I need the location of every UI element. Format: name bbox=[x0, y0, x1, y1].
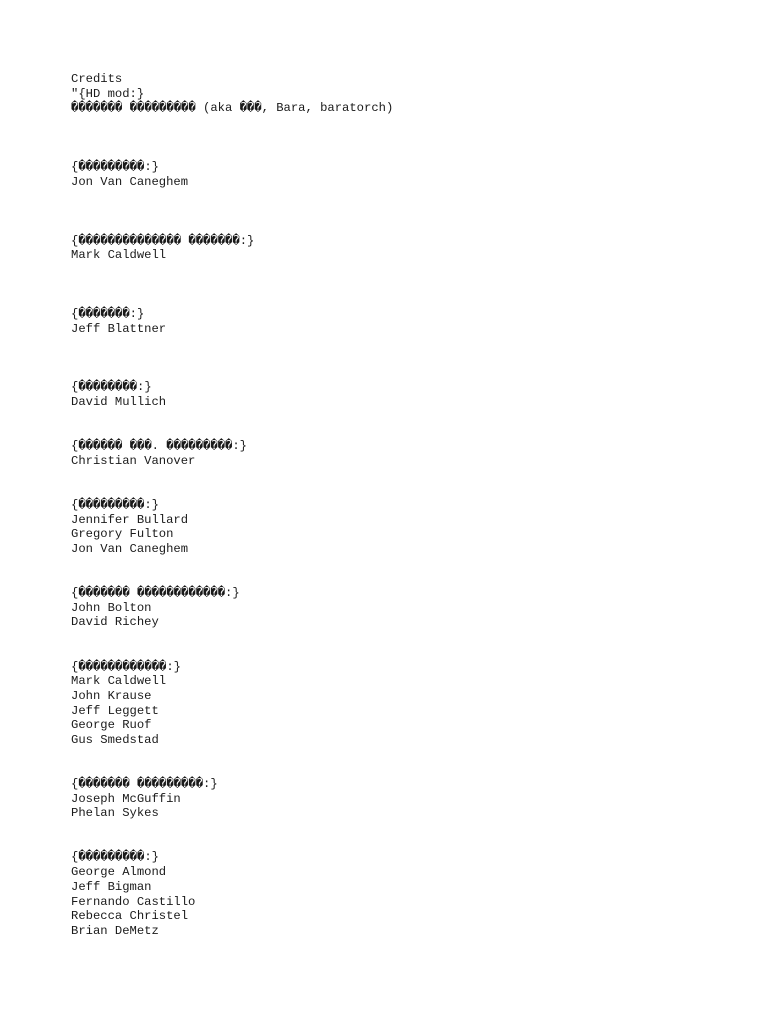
text-line: Jennifer Bullard bbox=[71, 512, 189, 527]
text-line bbox=[71, 292, 751, 307]
credits-document bbox=[71, 72, 751, 939]
text-line: Mark Caldwell bbox=[71, 248, 167, 263]
text-line: Jon Van Caneghem bbox=[71, 174, 189, 189]
text-line bbox=[71, 204, 751, 219]
text-line: Jeff Leggett bbox=[71, 703, 159, 718]
text-line: {������ ���. ���������:} bbox=[71, 439, 247, 454]
text-line bbox=[71, 410, 751, 425]
text-line bbox=[71, 145, 751, 160]
text-line bbox=[71, 190, 751, 205]
text-line bbox=[71, 116, 751, 131]
text-line: George Almond bbox=[71, 865, 167, 880]
text-line: Brian DeMetz bbox=[71, 923, 159, 938]
text-line: Joseph McGuffin bbox=[71, 791, 181, 806]
text-line bbox=[71, 630, 751, 645]
text-line bbox=[71, 278, 751, 293]
text-line: Mark Caldwell bbox=[71, 674, 167, 689]
text-line: Rebecca Christel bbox=[71, 909, 189, 924]
text-line bbox=[71, 836, 751, 851]
text-line: {������� ���������:} bbox=[71, 777, 218, 791]
text-line bbox=[71, 483, 751, 498]
text-line bbox=[71, 748, 751, 763]
text-line: Jon Van Caneghem bbox=[71, 542, 189, 556]
text-line: Jeff Blattner bbox=[71, 321, 167, 336]
text-line bbox=[71, 131, 751, 146]
text-line: {������� ������������:} bbox=[71, 586, 240, 601]
text-line: "{HD mod:} bbox=[71, 86, 145, 101]
text-line: {���������:} bbox=[71, 160, 159, 175]
text-line: {��������:} bbox=[71, 380, 152, 395]
text-line: {���������:} bbox=[71, 850, 159, 865]
text-line: Gus Smedstad bbox=[71, 732, 159, 747]
text-line: Jeff Bigman bbox=[71, 879, 152, 894]
text-line bbox=[71, 351, 751, 366]
text-line: Gregory Fulton bbox=[71, 527, 174, 542]
text-line bbox=[71, 425, 751, 440]
text-line: Christian Vanover bbox=[71, 453, 196, 468]
text-line: {�������:} bbox=[71, 307, 145, 321]
text-line bbox=[71, 336, 751, 351]
text-line bbox=[71, 557, 751, 572]
text-line: Credits bbox=[71, 72, 123, 86]
text-line: David Mullich bbox=[71, 395, 167, 410]
text-line: George Ruof bbox=[71, 718, 152, 733]
text-line bbox=[71, 219, 751, 234]
text-line: {�������������� �������:} bbox=[71, 233, 255, 248]
text-line: ������� ��������� (aka ���, Bara, baratorch) bbox=[71, 101, 394, 116]
text-line: Phelan Sykes bbox=[71, 806, 159, 821]
text-line: David Richey bbox=[71, 615, 159, 630]
text-line bbox=[71, 645, 751, 660]
text-line: John Krause bbox=[71, 688, 152, 703]
text-line bbox=[71, 821, 751, 836]
text-line bbox=[71, 263, 751, 278]
text-line bbox=[71, 762, 751, 777]
text-line: John Bolton bbox=[71, 600, 152, 615]
text-line bbox=[71, 571, 751, 586]
text-line: Fernando Castillo bbox=[71, 894, 196, 909]
text-line: {���������:} bbox=[71, 497, 159, 512]
text-line bbox=[71, 366, 751, 381]
text-line bbox=[71, 469, 751, 484]
text-line: {������������:} bbox=[71, 659, 181, 674]
